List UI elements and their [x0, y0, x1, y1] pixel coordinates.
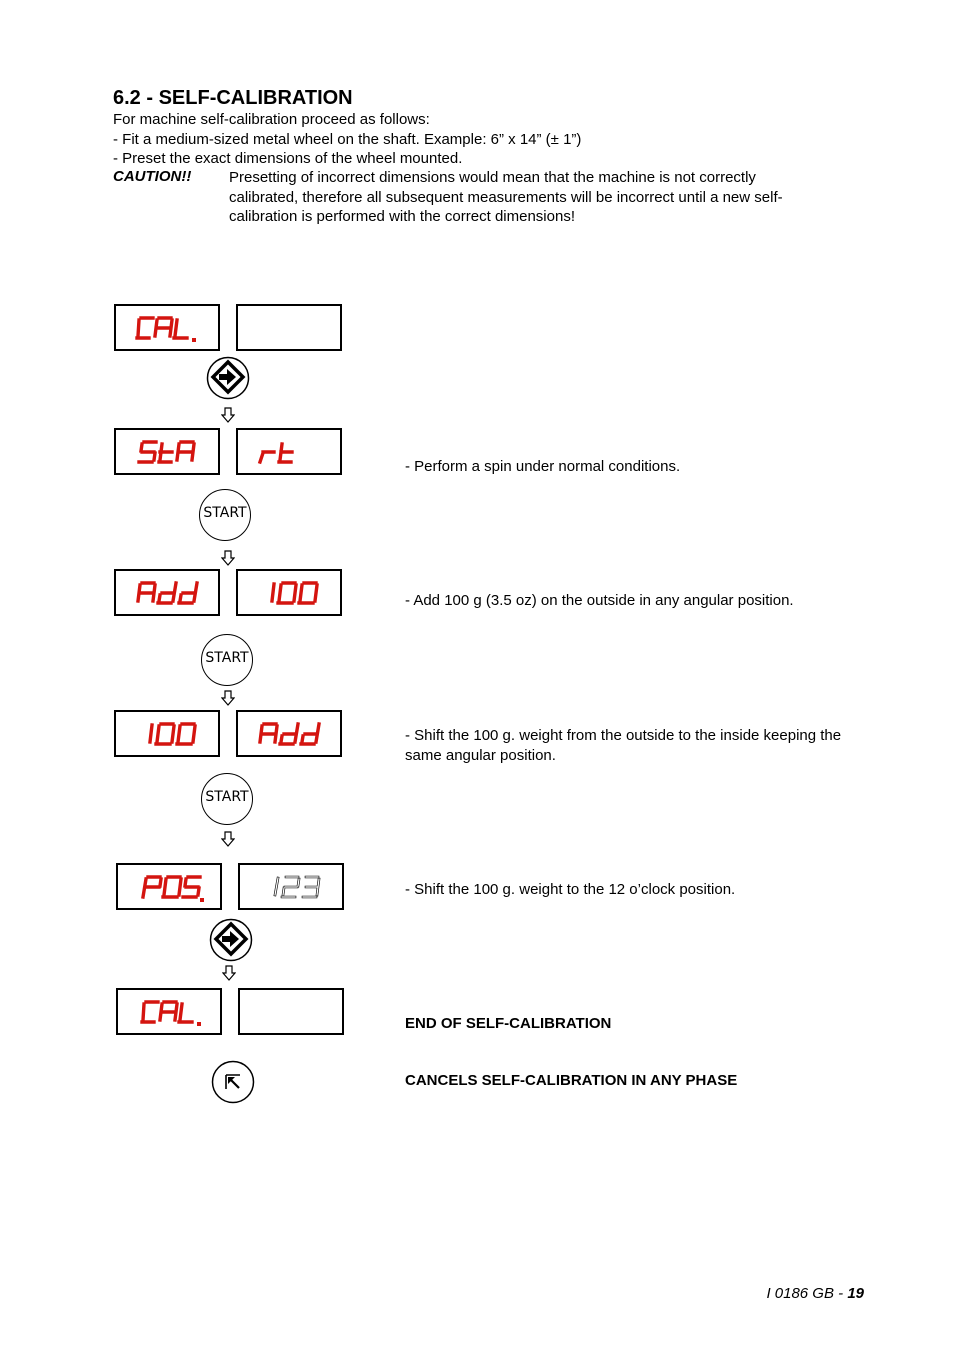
down-arrow-icon [221, 831, 235, 847]
left-display-cal [114, 304, 220, 351]
right-display-blank [238, 988, 344, 1035]
enter-icon [206, 356, 250, 400]
down-arrow-icon [222, 965, 236, 981]
caution-label: CAUTION!! [113, 168, 192, 185]
start-button-label: START [205, 789, 249, 805]
seven-segment-text [116, 306, 218, 349]
step-description: - Shift the 100 g. weight to the 12 o’clock position. [405, 881, 736, 898]
seven-segment-text [240, 865, 342, 908]
start-button-label: START [203, 505, 247, 521]
left-display-sta [114, 428, 220, 475]
right-display-blank [236, 304, 342, 351]
exit-button[interactable] [211, 1060, 255, 1104]
start-button[interactable] [201, 773, 253, 825]
enter-button[interactable] [206, 356, 250, 400]
step-description: - Perform a spin under normal conditions. [405, 458, 681, 475]
exit-icon [211, 1060, 255, 1104]
start-button-label: START [205, 650, 249, 666]
enter-icon [209, 918, 253, 962]
start-button[interactable] [199, 489, 251, 541]
right-display-add [236, 710, 342, 757]
seven-segment-text [116, 430, 218, 473]
right-display-123 [238, 863, 344, 910]
page-number: 19 [847, 1285, 864, 1302]
seven-segment-text [238, 571, 340, 614]
doc-code: I 0186 GB - [766, 1285, 848, 1302]
intro-line-1: For machine self-calibration proceed as follows: [113, 111, 430, 128]
seven-segment-text [238, 712, 340, 755]
right-display-100 [236, 569, 342, 616]
step-description: - Add 100 g (3.5 oz) on the outside in any angular position. [405, 592, 794, 609]
seven-segment-text [118, 865, 220, 908]
intro-line-2: - Fit a medium-sized metal wheel on the shaft. Example: 6” x 14” (± 1”) [113, 131, 582, 148]
seven-segment-text [118, 990, 220, 1033]
caution-text: Presetting of incorrect dimensions would mean that the machine is not correctly calibrated, therefore all subsequent measurements will be incorrect until a new self-calibration is performed with the correct dimensions! [229, 169, 783, 225]
left-display-cal-end [116, 988, 222, 1035]
enter-button[interactable] [209, 918, 253, 962]
cancel-label: CANCELS SELF-CALIBRATION IN ANY PHASE [405, 1072, 738, 1089]
right-display-rt [236, 428, 342, 475]
down-arrow-icon [221, 407, 235, 423]
down-arrow-icon [221, 690, 235, 706]
left-display-pos [116, 863, 222, 910]
left-display-100 [114, 710, 220, 757]
seven-segment-text [116, 571, 218, 614]
end-label: END OF SELF-CALIBRATION [405, 1015, 612, 1032]
down-arrow-icon [221, 550, 235, 566]
intro-line-3: - Preset the exact dimensions of the wheel mounted. [113, 150, 463, 167]
section-title: 6.2 - SELF-CALIBRATION [113, 87, 353, 109]
step-description: - Shift the 100 g. weight from the outside to the inside keeping the same angular position. [405, 727, 842, 764]
page-footer [766, 1285, 864, 1302]
start-button[interactable] [201, 634, 253, 686]
seven-segment-text [116, 712, 218, 755]
seven-segment-text [238, 430, 340, 473]
left-display-add [114, 569, 220, 616]
